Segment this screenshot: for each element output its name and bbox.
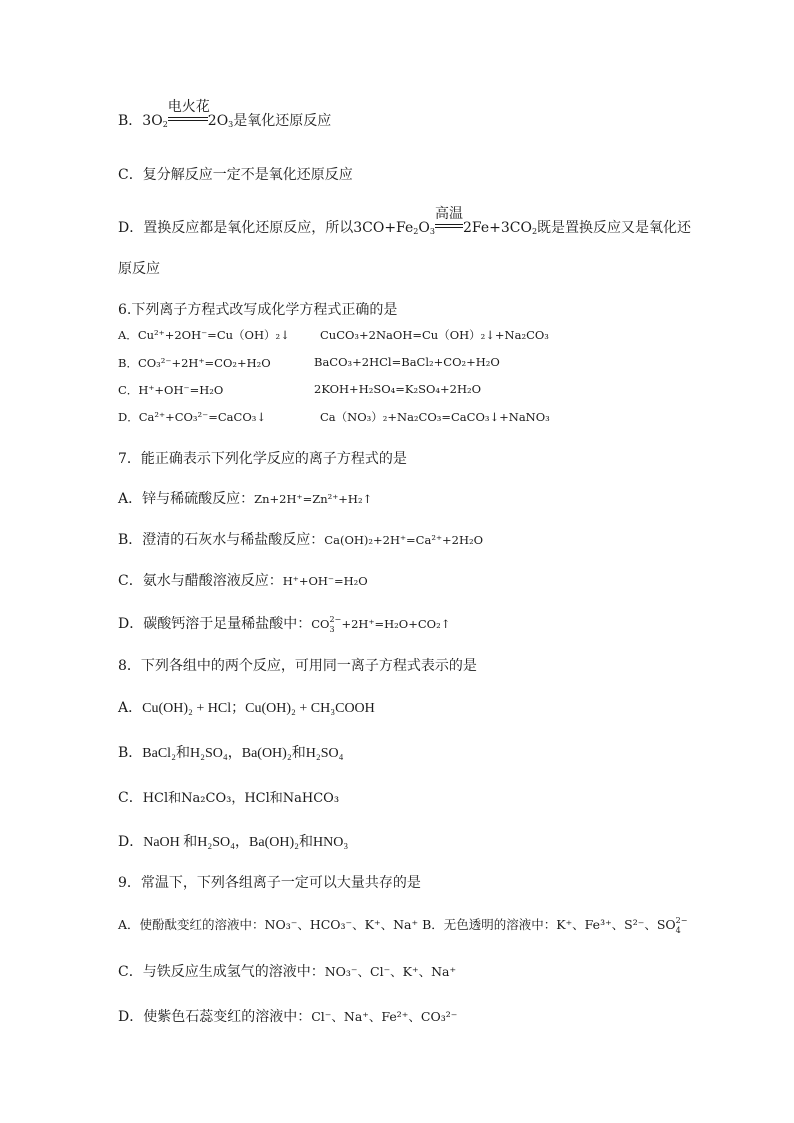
option-prefix: C． [118,790,143,806]
option-tail: 是氧化还原反应 [233,113,332,129]
option-ions: Cl⁻、Na⁺、Fe²⁺、CO₃²⁻ [311,1009,458,1024]
option-label: D．碳酸钙溶于足量稀盐酸中： [118,616,312,632]
q7-option-d [118,613,450,633]
equation-rhs: 2O [207,113,229,129]
subscript: 2 [531,227,538,236]
option-prefix: D．置换反应都是氧化还原反应，所以 [118,220,354,236]
equation-oxygen: O [418,220,430,236]
option-tail: 既是置换反应又是氧化还 [537,220,692,236]
subscript: 3 [228,120,234,129]
ionic-equation: Ca²⁺+CO₃²⁻=CaCO₃↓ [138,410,266,424]
subscript: 4 [675,925,681,935]
q8-option-d [118,831,348,851]
ionic-equation: CO₃²⁻+2H⁺=CO₂+H₂O [137,356,271,370]
q9-title: 9．常温下，下列各组离子一定可以大量共存的是 [118,875,421,891]
equals-bars [435,224,463,228]
q5-option-b [118,99,332,130]
equation-lhs: 3O [142,113,163,129]
q6-option-a-chem: CuCO₃+2NaOH=Cu（OH）₂↓+Na₂CO₃ [320,328,549,342]
superscript: 2− [675,915,688,925]
reaction-condition [167,99,210,129]
option-text: HCl和Na₂CO₃，HCl和NaHCO₃ [142,791,340,806]
equals-bars [168,117,208,121]
q5-option-d-wrap: 原反应 [118,261,160,277]
q6-option-d-chem: Ca（NO₃）₂+Na₂CO₃=CaCO₃↓+NaNO₃ [320,410,550,424]
condition-label: 高温 [434,206,463,222]
charge-index [329,614,342,634]
q6-option-d [118,409,266,425]
option-label: B．澄清的石灰水与稀盐酸反应： [118,532,325,548]
equation-lhs: 3CO+Fe [353,220,414,236]
q7-option-a [118,488,372,508]
reaction-condition [434,206,463,236]
superscript: 2− [329,614,342,624]
option-b-ions: K⁺、Fe³⁺、S²⁻、SO [556,917,676,932]
q9-option-a-b [118,915,688,935]
ionic-equation: Cu²⁺+2OH⁻=Cu（OH）₂↓ [137,328,290,342]
q9-option-d [118,1006,457,1026]
option-text: BaCl₂和H₂SO₄，Ba(OH)₂和H₂SO₄ [142,746,344,761]
q6-option-c-chem: 2KOH+H₂SO₄=K₂SO₄+2H₂O [314,382,482,396]
charge-index [675,915,688,935]
subscript: 2 [413,227,419,236]
option-prefix: D． [118,834,144,850]
q6-option-b-chem: BaCO₃+2HCl=BaCl₂+CO₂+H₂O [314,355,500,369]
option-prefix: A． [118,700,143,716]
subscript: 3 [429,227,435,236]
option-a-text: A．使酚酞变红的溶液中：NO₃⁻、HCO₃⁻、K⁺、Na⁺ [118,917,419,932]
option-label: A．锌与稀硫酸反应： [118,491,255,507]
q7-title: 7．能正确表示下列化学反应的离子方程式的是 [118,451,407,467]
option-b-label: B．无色透明的溶液中： [422,917,557,932]
equation-rhs: 2Fe+3CO [462,220,532,236]
q9-option-c [118,961,456,981]
condition-label: 电火花 [167,99,210,115]
q6-option-b [118,355,271,371]
q6-option-a [118,327,290,343]
option-label: C．与铁反应生成氢气的溶液中： [118,964,325,980]
subscript: 3 [329,624,335,634]
option-label: D．使紫色石蕊变红的溶液中： [118,1009,312,1025]
option-prefix: B． [118,113,143,129]
ionic-equation-part: +2H⁺=H₂O+CO₂↑ [341,617,451,631]
ionic-equation: Zn+2H⁺=Zn²⁺+H₂↑ [254,492,373,506]
ionic-equation: H⁺+OH⁻=H₂O [138,383,224,397]
q8-option-b [118,742,343,762]
q5-option-d [118,206,692,237]
ionic-equation-part: CO [311,617,330,631]
ionic-equation: H⁺+OH⁻=H₂O [282,574,368,588]
option-prefix: C． [118,383,139,397]
q8-option-a [118,697,375,717]
option-prefix: A． [118,328,138,342]
q6-title: 6.下列离子方程式改写成化学方程式正确的是 [118,302,398,318]
q8-title: 8．下列各组中的两个反应，可用同一离子方程式表示的是 [118,658,477,674]
q7-option-c [118,570,368,590]
option-label: C．氨水与醋酸溶液反应： [118,573,283,589]
option-prefix: D． [118,410,139,424]
option-prefix: B． [118,745,143,761]
option-ions: NO₃⁻、Cl⁻、K⁺、Na⁺ [324,964,457,979]
q7-option-b [118,529,483,549]
q5-option-c: C．复分解反应一定不是氧化还原反应 [118,167,353,183]
option-text: NaOH 和H₂SO₄，Ba(OH)₂和HNO₃ [143,835,349,850]
q6-option-c [118,382,223,398]
option-text: Cu(OH)₂ + HCl；Cu(OH)₂ + CH₃COOH [142,701,375,716]
subscript: 2 [162,120,168,129]
q8-option-c [118,787,339,807]
option-prefix: B． [118,356,138,370]
ionic-equation: Ca(OH)₂+2H⁺=Ca²⁺+2H₂O [324,533,484,547]
